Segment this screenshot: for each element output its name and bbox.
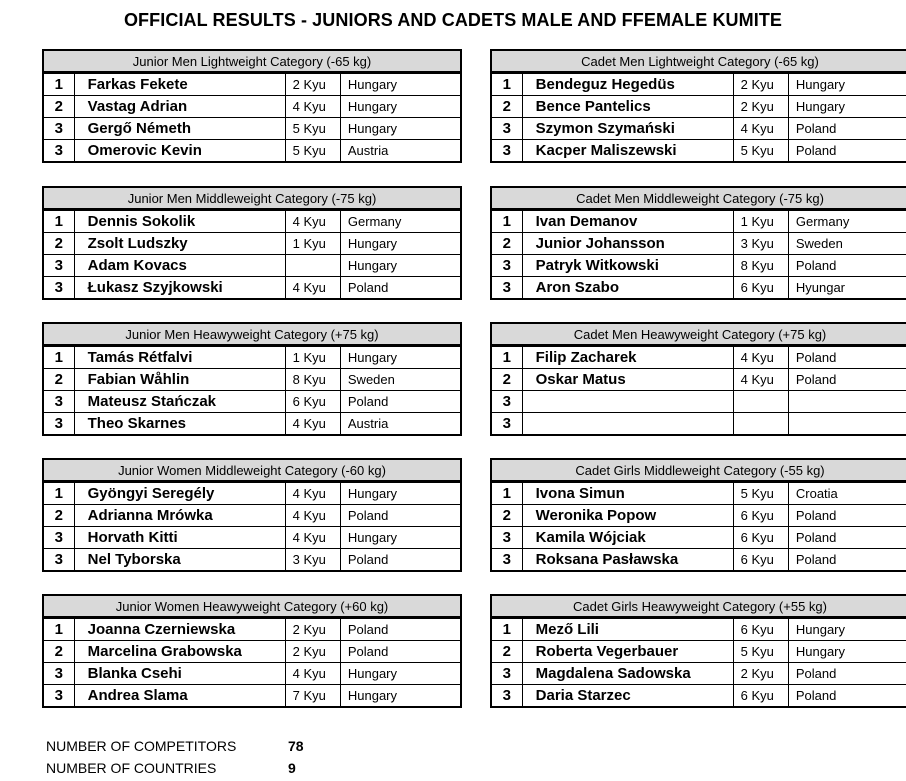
kyu-grade: 6 Kyu bbox=[733, 685, 788, 708]
kyu-grade: 5 Kyu bbox=[733, 641, 788, 663]
kyu-grade: 4 Kyu bbox=[733, 346, 788, 369]
country-cell: Germany bbox=[788, 210, 906, 233]
kyu-grade: 1 Kyu bbox=[285, 346, 340, 369]
rank-cell: 3 bbox=[43, 685, 74, 708]
competitor-name: Szymon Szymański bbox=[522, 118, 733, 140]
result-row bbox=[43, 663, 461, 685]
result-row bbox=[43, 413, 461, 436]
result-row bbox=[43, 391, 461, 413]
kyu-grade: 1 Kyu bbox=[733, 210, 788, 233]
competitor-name: Aron Szabo bbox=[522, 277, 733, 300]
category-table bbox=[490, 594, 906, 708]
category-title: Cadet Men Heawyweight Category (+75 kg) bbox=[491, 323, 906, 346]
category-title: Junior Men Lightweight Category (-65 kg) bbox=[43, 50, 461, 73]
result-row bbox=[491, 369, 906, 391]
kyu-grade: 5 Kyu bbox=[733, 482, 788, 505]
country-cell: Germany bbox=[340, 210, 461, 233]
competitor-name: Tamás Rétfalvi bbox=[74, 346, 285, 369]
competitor-name bbox=[522, 391, 733, 413]
kyu-grade: 6 Kyu bbox=[733, 618, 788, 641]
result-row bbox=[43, 210, 461, 233]
rank-cell: 3 bbox=[43, 527, 74, 549]
category-title: Junior Women Heawyweight Category (+60 kg) bbox=[43, 595, 461, 618]
rank-cell: 3 bbox=[491, 277, 522, 300]
result-row bbox=[491, 685, 906, 708]
country-cell bbox=[788, 413, 906, 436]
rank-cell: 2 bbox=[43, 233, 74, 255]
rank-cell: 1 bbox=[43, 73, 74, 96]
rank-cell: 3 bbox=[491, 549, 522, 572]
kyu-grade: 3 Kyu bbox=[285, 549, 340, 572]
result-row bbox=[43, 505, 461, 527]
result-row bbox=[491, 391, 906, 413]
kyu-grade: 4 Kyu bbox=[733, 118, 788, 140]
country-cell: Poland bbox=[788, 505, 906, 527]
result-row bbox=[43, 641, 461, 663]
rank-cell: 1 bbox=[491, 210, 522, 233]
kyu-grade: 2 Kyu bbox=[285, 641, 340, 663]
country-cell: Poland bbox=[340, 505, 461, 527]
competitor-name: Blanka Csehi bbox=[74, 663, 285, 685]
competitor-name: Adam Kovacs bbox=[74, 255, 285, 277]
competitor-name: Roberta Vegerbauer bbox=[522, 641, 733, 663]
kyu-grade: 6 Kyu bbox=[285, 391, 340, 413]
rank-cell: 2 bbox=[43, 96, 74, 118]
kyu-grade: 2 Kyu bbox=[285, 73, 340, 96]
rank-cell: 3 bbox=[43, 277, 74, 300]
category-title: Junior Women Middleweight Category (-60 kg) bbox=[43, 459, 461, 482]
competitors-value: 78 bbox=[288, 738, 304, 754]
country-cell: Poland bbox=[788, 663, 906, 685]
country-cell: Poland bbox=[788, 527, 906, 549]
rank-cell: 3 bbox=[491, 255, 522, 277]
country-cell: Croatia bbox=[788, 482, 906, 505]
country-cell: Poland bbox=[788, 140, 906, 163]
competitor-name: Gyöngyi Seregély bbox=[74, 482, 285, 505]
result-row bbox=[491, 210, 906, 233]
kyu-grade: 3 Kyu bbox=[733, 233, 788, 255]
category-title: Junior Men Heawyweight Category (+75 kg) bbox=[43, 323, 461, 346]
competitor-name: Nel Tyborska bbox=[74, 549, 285, 572]
competitor-name: Theo Skarnes bbox=[74, 413, 285, 436]
result-row bbox=[491, 641, 906, 663]
country-cell: Hungary bbox=[340, 663, 461, 685]
kyu-grade: 6 Kyu bbox=[733, 505, 788, 527]
rank-cell: 2 bbox=[43, 641, 74, 663]
country-cell: Hungary bbox=[788, 96, 906, 118]
rank-cell: 3 bbox=[43, 549, 74, 572]
competitor-name: Bence Pantelics bbox=[522, 96, 733, 118]
competitor-name: Zsolt Ludszky bbox=[74, 233, 285, 255]
competitor-name: Adrianna Mrówka bbox=[74, 505, 285, 527]
rank-cell: 1 bbox=[491, 482, 522, 505]
country-cell: Hungary bbox=[340, 233, 461, 255]
category-title: Cadet Men Lightweight Category (-65 kg) bbox=[491, 50, 906, 73]
rank-cell: 1 bbox=[43, 346, 74, 369]
kyu-grade: 4 Kyu bbox=[285, 527, 340, 549]
rank-cell: 2 bbox=[491, 96, 522, 118]
result-row bbox=[43, 118, 461, 140]
competitor-name: Kacper Maliszewski bbox=[522, 140, 733, 163]
rank-cell: 3 bbox=[491, 118, 522, 140]
category-table bbox=[490, 49, 906, 163]
kyu-grade: 8 Kyu bbox=[733, 255, 788, 277]
country-cell: Poland bbox=[340, 277, 461, 300]
rank-cell: 1 bbox=[491, 73, 522, 96]
competitor-name: Oskar Matus bbox=[522, 369, 733, 391]
category-title: Cadet Girls Heawyweight Category (+55 kg) bbox=[491, 595, 906, 618]
kyu-grade: 4 Kyu bbox=[285, 482, 340, 505]
rank-cell: 3 bbox=[491, 140, 522, 163]
competitor-name: Fabian Wåhlin bbox=[74, 369, 285, 391]
kyu-grade: 6 Kyu bbox=[733, 549, 788, 572]
country-cell: Hungary bbox=[340, 685, 461, 708]
result-row bbox=[491, 663, 906, 685]
result-row bbox=[491, 618, 906, 641]
rank-cell: 2 bbox=[43, 505, 74, 527]
rank-cell: 3 bbox=[43, 140, 74, 163]
kyu-grade: 5 Kyu bbox=[733, 140, 788, 163]
kyu-grade bbox=[285, 255, 340, 277]
result-row bbox=[43, 255, 461, 277]
result-row bbox=[491, 255, 906, 277]
result-row bbox=[43, 233, 461, 255]
rank-cell: 2 bbox=[43, 369, 74, 391]
kyu-grade: 2 Kyu bbox=[733, 663, 788, 685]
country-cell: Poland bbox=[340, 641, 461, 663]
competitor-name: Junior Johansson bbox=[522, 233, 733, 255]
country-cell: Hungary bbox=[340, 118, 461, 140]
kyu-grade bbox=[733, 391, 788, 413]
result-row bbox=[491, 527, 906, 549]
result-row bbox=[43, 96, 461, 118]
competitor-name: Omerovic Kevin bbox=[74, 140, 285, 163]
result-row bbox=[43, 277, 461, 300]
kyu-grade: 2 Kyu bbox=[285, 618, 340, 641]
category-table bbox=[42, 49, 462, 163]
rank-cell: 3 bbox=[491, 685, 522, 708]
result-row bbox=[491, 505, 906, 527]
result-row bbox=[43, 346, 461, 369]
result-row bbox=[43, 618, 461, 641]
countries-label: NUMBER OF COUNTRIES bbox=[46, 760, 217, 776]
result-row bbox=[491, 233, 906, 255]
rank-cell: 3 bbox=[43, 663, 74, 685]
competitor-name: Andrea Slama bbox=[74, 685, 285, 708]
rank-cell: 3 bbox=[43, 255, 74, 277]
kyu-grade: 4 Kyu bbox=[733, 369, 788, 391]
country-cell: Poland bbox=[340, 549, 461, 572]
result-row bbox=[43, 369, 461, 391]
kyu-grade: 2 Kyu bbox=[733, 96, 788, 118]
rank-cell: 1 bbox=[491, 618, 522, 641]
kyu-grade: 4 Kyu bbox=[285, 210, 340, 233]
competitor-name: Mező Lili bbox=[522, 618, 733, 641]
kyu-grade: 4 Kyu bbox=[285, 277, 340, 300]
result-row bbox=[43, 685, 461, 708]
country-cell: Poland bbox=[788, 255, 906, 277]
country-cell bbox=[788, 391, 906, 413]
result-row bbox=[491, 482, 906, 505]
category-table bbox=[42, 186, 462, 300]
country-cell: Sweden bbox=[340, 369, 461, 391]
country-cell: Austria bbox=[340, 413, 461, 436]
country-cell: Poland bbox=[788, 369, 906, 391]
competitor-name: Vastag Adrian bbox=[74, 96, 285, 118]
result-row bbox=[43, 73, 461, 96]
kyu-grade: 8 Kyu bbox=[285, 369, 340, 391]
kyu-grade: 2 Kyu bbox=[733, 73, 788, 96]
result-row bbox=[491, 413, 906, 436]
country-cell: Poland bbox=[788, 346, 906, 369]
country-cell: Hungary bbox=[788, 73, 906, 96]
country-cell: Austria bbox=[340, 140, 461, 163]
category-table bbox=[490, 186, 906, 300]
kyu-grade: 4 Kyu bbox=[285, 413, 340, 436]
competitor-name: Kamila Wójciak bbox=[522, 527, 733, 549]
competitor-name: Filip Zacharek bbox=[522, 346, 733, 369]
country-cell: Poland bbox=[340, 618, 461, 641]
country-cell: Hungary bbox=[788, 641, 906, 663]
country-cell: Poland bbox=[340, 391, 461, 413]
kyu-grade: 5 Kyu bbox=[285, 140, 340, 163]
country-cell: Hungary bbox=[340, 482, 461, 505]
country-cell: Hungary bbox=[340, 346, 461, 369]
kyu-grade: 7 Kyu bbox=[285, 685, 340, 708]
competitor-name: Roksana Pasławska bbox=[522, 549, 733, 572]
kyu-grade: 6 Kyu bbox=[733, 527, 788, 549]
rank-cell: 2 bbox=[491, 505, 522, 527]
rank-cell: 1 bbox=[491, 346, 522, 369]
kyu-grade: 4 Kyu bbox=[285, 505, 340, 527]
category-title: Junior Men Middleweight Category (-75 kg) bbox=[43, 187, 461, 210]
competitor-name: Bendeguz Hegedüs bbox=[522, 73, 733, 96]
kyu-grade: 4 Kyu bbox=[285, 96, 340, 118]
rank-cell: 3 bbox=[491, 413, 522, 436]
result-row bbox=[491, 346, 906, 369]
rank-cell: 3 bbox=[43, 118, 74, 140]
country-cell: Hungary bbox=[340, 527, 461, 549]
kyu-grade: 6 Kyu bbox=[733, 277, 788, 300]
competitor-name: Patryk Witkowski bbox=[522, 255, 733, 277]
rank-cell: 3 bbox=[491, 391, 522, 413]
country-cell: Poland bbox=[788, 118, 906, 140]
category-table bbox=[490, 322, 906, 436]
result-row bbox=[491, 140, 906, 163]
competitor-name: Ivan Demanov bbox=[522, 210, 733, 233]
competitor-name: Łukasz Szyjkowski bbox=[74, 277, 285, 300]
country-cell: Sweden bbox=[788, 233, 906, 255]
country-cell: Hungary bbox=[340, 96, 461, 118]
competitor-name: Horvath Kitti bbox=[74, 527, 285, 549]
competitor-name: Dennis Sokolik bbox=[74, 210, 285, 233]
result-row bbox=[43, 527, 461, 549]
country-cell: Hungary bbox=[788, 618, 906, 641]
page-title: OFFICIAL RESULTS - JUNIORS AND CADETS MALE AND FFEMALE KUMITE bbox=[123, 10, 783, 30]
result-row bbox=[43, 482, 461, 505]
competitor-name: Gergő Németh bbox=[74, 118, 285, 140]
result-row bbox=[43, 549, 461, 572]
competitor-name: Magdalena Sadowska bbox=[522, 663, 733, 685]
result-row bbox=[491, 118, 906, 140]
kyu-grade: 4 Kyu bbox=[285, 663, 340, 685]
rank-cell: 3 bbox=[491, 527, 522, 549]
countries-value: 9 bbox=[288, 760, 296, 776]
kyu-grade: 5 Kyu bbox=[285, 118, 340, 140]
competitors-label: NUMBER OF COMPETITORS bbox=[46, 738, 237, 754]
country-cell: Poland bbox=[788, 685, 906, 708]
country-cell: Hyungar bbox=[788, 277, 906, 300]
competitor-name: Farkas Fekete bbox=[74, 73, 285, 96]
category-title: Cadet Girls Middleweight Category (-55 kg) bbox=[491, 459, 906, 482]
rank-cell: 1 bbox=[43, 210, 74, 233]
rank-cell: 2 bbox=[491, 369, 522, 391]
category-table bbox=[42, 322, 462, 436]
rank-cell: 3 bbox=[43, 413, 74, 436]
category-table bbox=[490, 458, 906, 572]
kyu-grade bbox=[733, 413, 788, 436]
result-row bbox=[491, 73, 906, 96]
result-row bbox=[43, 140, 461, 163]
competitor-name bbox=[522, 413, 733, 436]
result-row bbox=[491, 549, 906, 572]
category-table bbox=[42, 594, 462, 708]
competitor-name: Joanna Czerniewska bbox=[74, 618, 285, 641]
rank-cell: 2 bbox=[491, 233, 522, 255]
competitor-name: Marcelina Grabowska bbox=[74, 641, 285, 663]
result-row bbox=[491, 277, 906, 300]
competitor-name: Daria Starzec bbox=[522, 685, 733, 708]
rank-cell: 3 bbox=[43, 391, 74, 413]
rank-cell: 1 bbox=[43, 618, 74, 641]
competitor-name: Ivona Simun bbox=[522, 482, 733, 505]
kyu-grade: 1 Kyu bbox=[285, 233, 340, 255]
country-cell: Hungary bbox=[340, 73, 461, 96]
result-row bbox=[491, 96, 906, 118]
rank-cell: 3 bbox=[491, 663, 522, 685]
competitor-name: Weronika Popow bbox=[522, 505, 733, 527]
country-cell: Hungary bbox=[340, 255, 461, 277]
category-table bbox=[42, 458, 462, 572]
rank-cell: 1 bbox=[43, 482, 74, 505]
competitor-name: Mateusz Stańczak bbox=[74, 391, 285, 413]
category-title: Cadet Men Middleweight Category (-75 kg) bbox=[491, 187, 906, 210]
country-cell: Poland bbox=[788, 549, 906, 572]
rank-cell: 2 bbox=[491, 641, 522, 663]
